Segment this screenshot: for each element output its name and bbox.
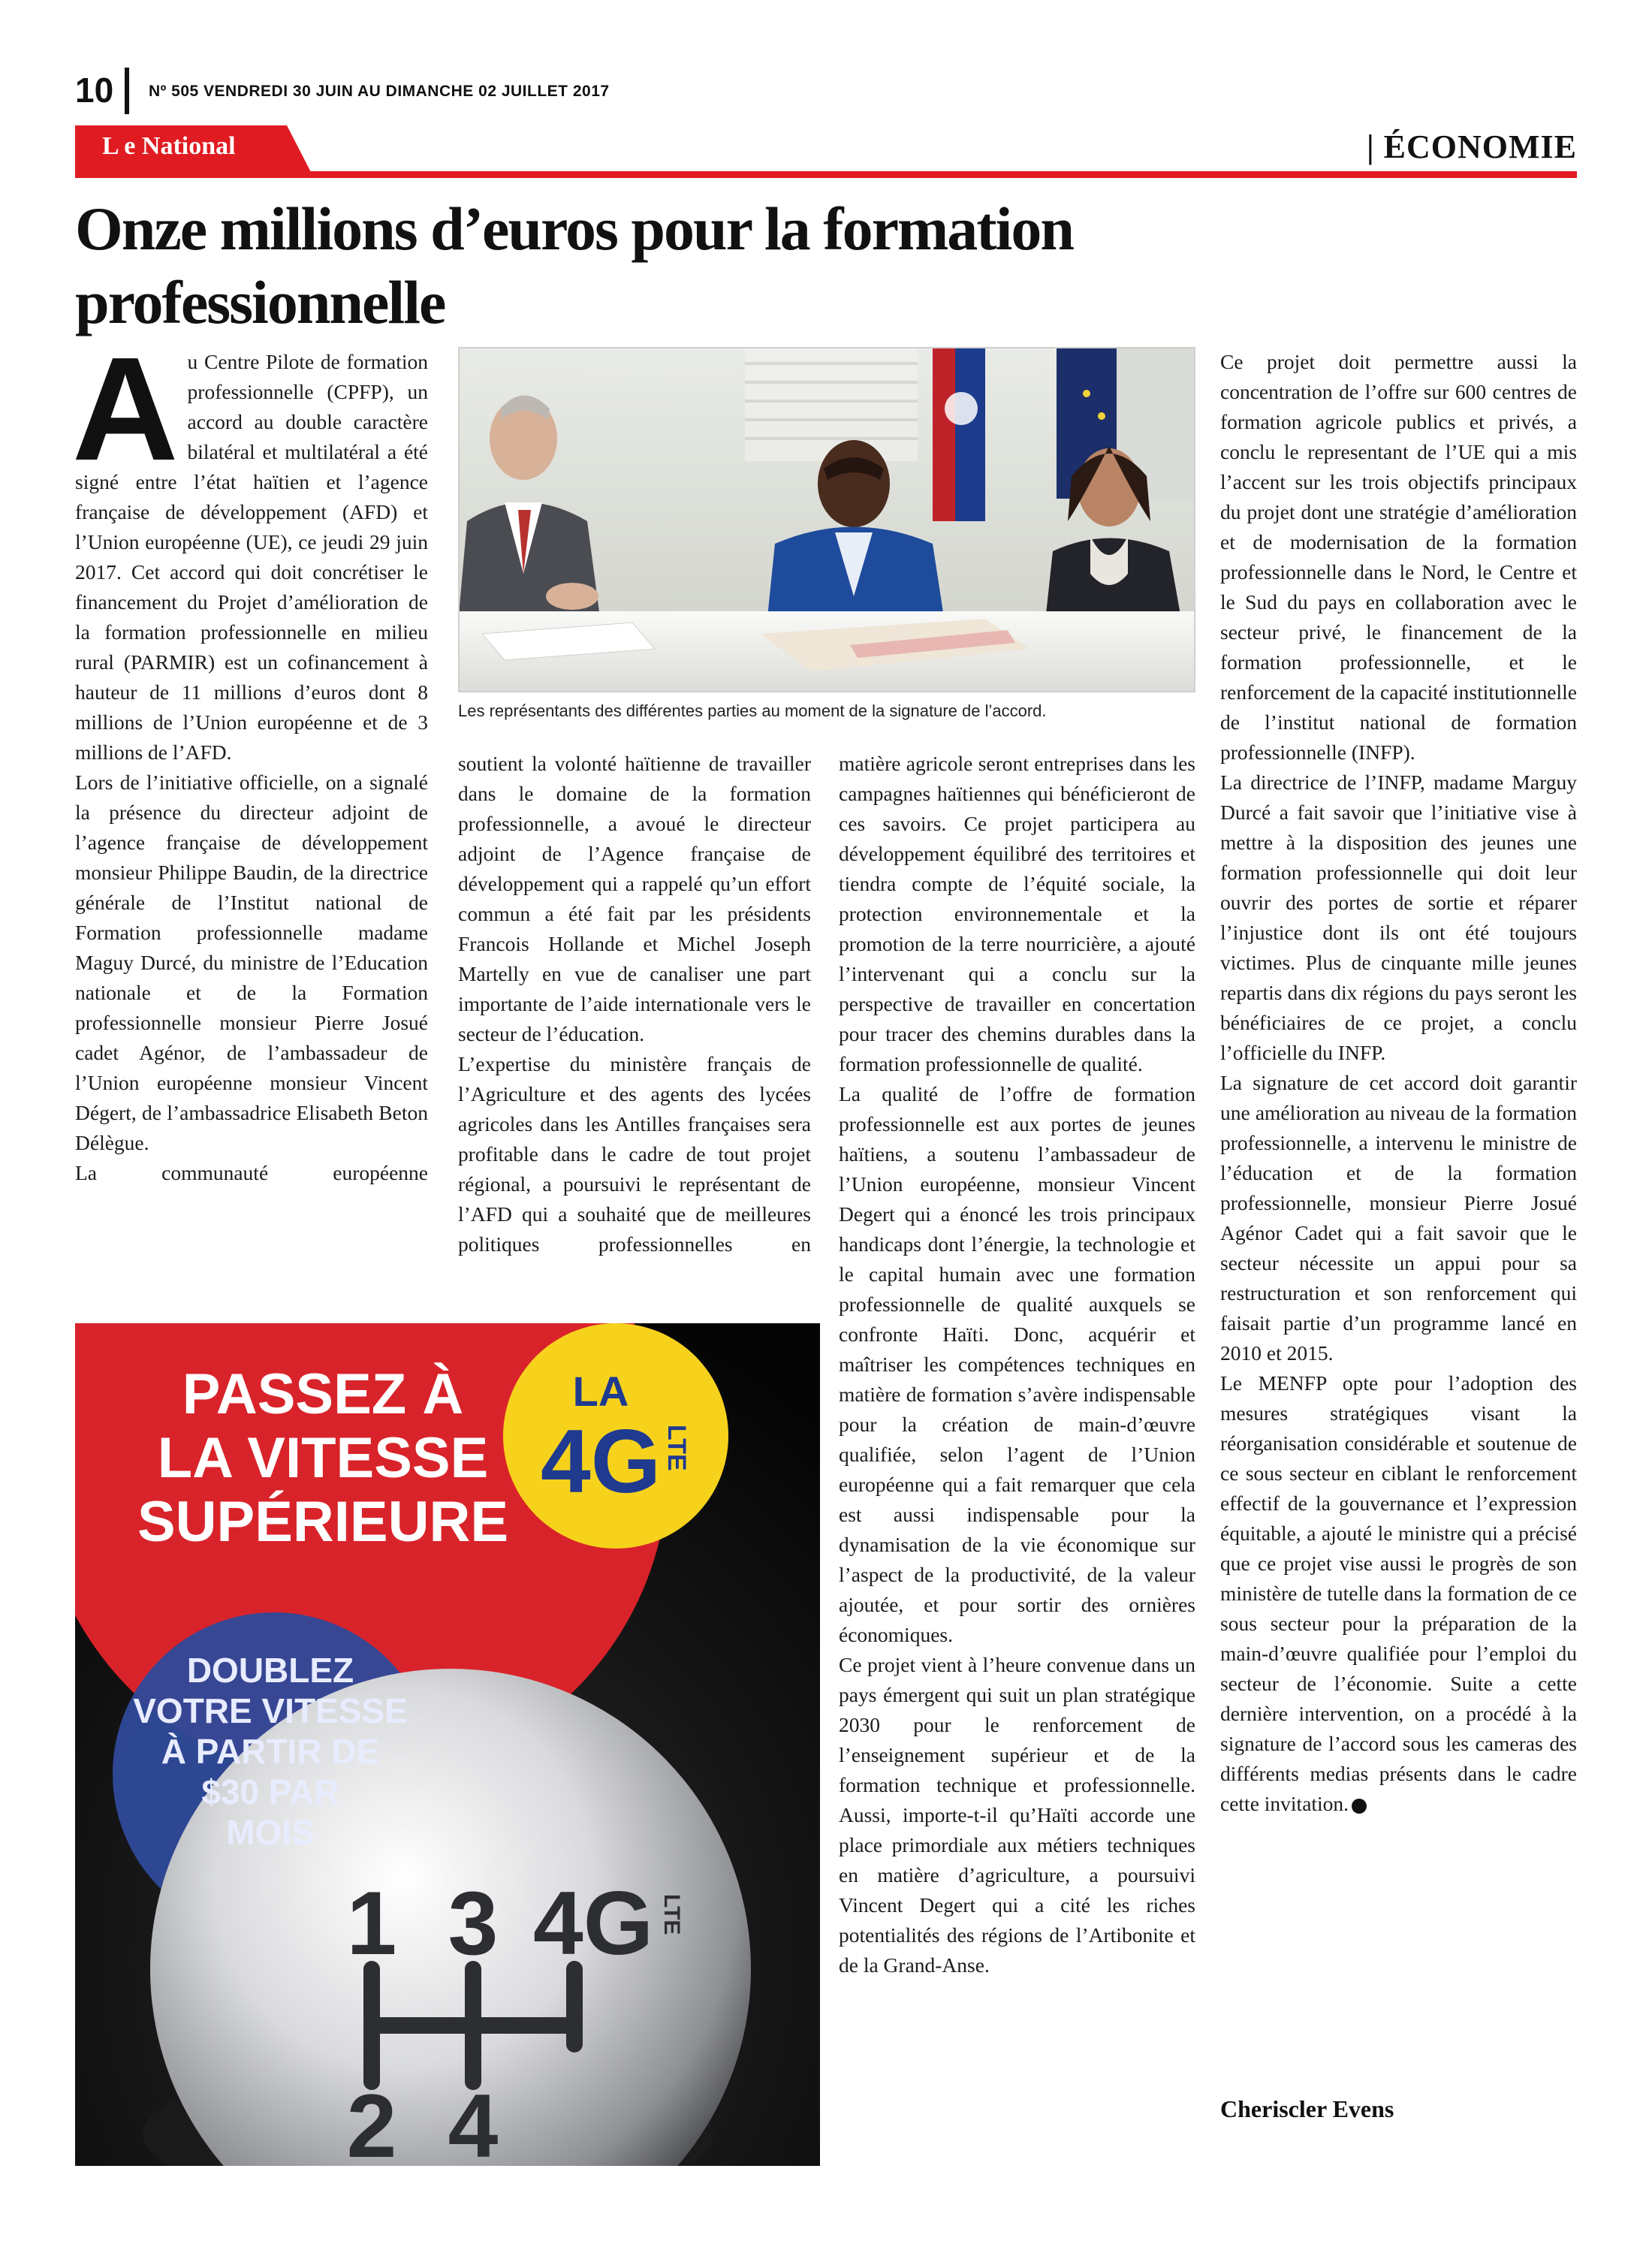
ad-offer-line-1: DOUBLEZ xyxy=(186,1651,354,1690)
article-column-1 xyxy=(72,327,428,1188)
paragraph: Ce projet vient à l’heure convenue dans un pays émergent qui suit un plan stratégique 2030 pour le renforcement de l’enseignement supérieur et de la formation technique et professionnelle. Aussi, importe-t-il qu’Haïti accorde une place primordiale aux métiers techniques en matière d’agriculture, a poursuivi Vincent Degert qui a cité les riches potentialités des régions de l’Artibonite et de la Grand-Anse. xyxy=(839,1653,1195,1977)
article-column-3 xyxy=(839,749,1195,1980)
article-column-4 xyxy=(1220,347,1577,1819)
gear-2: 2 xyxy=(346,2076,397,2166)
ad-offer-line-3: À PARTIR DE xyxy=(161,1732,380,1771)
issue-date-line: Nº 505 VENDREDI 30 JUIN AU DIMANCHE 02 JUILLET 2017 xyxy=(149,83,610,100)
signing-ceremony-photo xyxy=(460,348,1194,691)
paragraph: La signature de cet accord doit garantir une amélioration au niveau de la formation professionnelle, a intervenu le ministre de l’éducation et de la formation professionnelle, monsieur Pierre Josué Agénor Cadet qui a fait savoir que le secteur nécessite un appui pour sa restructuration et son renforcement qui faisait partie d’un programme lancé en 2010 et 2015. xyxy=(1220,1071,1577,1365)
byline: Cheriscler Evens xyxy=(1220,2095,1394,2122)
paragraph-text: Le MENFP opte pour l’adoption des mesures stratégiques visant la réorganisation considérable et soutenue de ce sous secteur en ciblant le renforcement effectif de la gouvernance et l’expression équitable, a ajouté le ministre qui a précisé que ce projet vise aussi le progrès de son ministère de tutelle dans la formation de ce sous secteur pour la préparation de la main-d’œuvre qualifiée pour l’emploi du secteur de l’économie. Suite a cette dernière intervention, on a procédé à la signature de l’accord sous les cameras des différents medias présents dans le cadre cette invitation. xyxy=(1220,1371,1577,1815)
paragraph xyxy=(1220,1368,1577,1819)
badge-lte: LTE xyxy=(662,1425,691,1471)
ad-offer-line-2: VOTRE VITESSE xyxy=(133,1691,408,1730)
advertisement[interactable] xyxy=(75,1323,820,2166)
section-label: | ÉCONOMIE xyxy=(1366,128,1577,165)
article-title: Onze millions d’euros pour la formation professionnelle xyxy=(75,195,1073,336)
ad-headline-line-1: PASSEZ À xyxy=(182,1362,464,1426)
paragraph: La communauté européenne xyxy=(75,1161,428,1184)
paragraph: soutient la volonté haïtienne de travailler dans le domaine de la formation professionnelle, a avoué le directeur adjoint de l’Agence française de développement qui a rappelé qu’un effort commun a été fait par les présidents Francois Hollande et Michel Joseph Martelly en vue de canaliser une part importante de l’aide internationale vers le secteur de l’éducation. xyxy=(458,752,811,1045)
gear-4g: 4G xyxy=(532,1873,654,1974)
photo-caption: Les représentants des différentes parties au moment de la signature de l’accord. xyxy=(458,701,1047,720)
paragraph: Ce projet doit permettre aussi la concentration de l’offre sur 600 centres de formation agricole publics et privés, a conclu le representant de l’UE qui a mis l’accent sur les trois objectifs principaux du projet dont une stratégie d’amélioration et de modernisation de la formation professionnelle dans le Nord, le Centre et le Sud du pays en collaboration avec le secteur privé, le financement de la formation professionnelle, et le renforcement de la capacité institutionnelle de l’institut national de formation professionnelle (INFP). xyxy=(1220,350,1577,764)
article-photo xyxy=(458,347,1195,692)
paragraph: La directrice de l’INFP, madame Marguy Durcé a fait savoir que l’initiative vise à mettre à la disposition des jeunes une formation professionnelle qui doit leur ouvrir des portes de sortie et réparer l’injustice dont ils ont été toujours victimes. Plus de cinquante mille jeunes repartis dans dix régions du pays seront les bénéficiaires de ce projet, a conclu l’officielle du INFP. xyxy=(1220,771,1577,1064)
paragraph: La qualité de l’offre de formation professionnelle est aux portes de jeunes haïtiens, a soutenu l’ambassadeur de l’Union européenne, monsieur Vincent Degert qui a énoncé les trois principaux handicaps dont l’énergie, la technologie et le capital humain avec une formation professionnelle de qualité auxquels se confronte Haïti. Donc, acquérir et maîtriser les compétences techniques en matière de formation s’avère indispensable pour la création de main-d’œuvre qualifiée, selon l’agent de l’Union européenne qui a fait remarquer que cela est aussi indispensable pour la dynamisation de la vie économique sur l’aspect de la productivité, de la valeur ajoutée, et pour sortir des ornières économiques. xyxy=(839,1082,1195,1646)
paragraph: u Centre Pilote de formation professionnelle (CPFP), un accord au double caractère bilatéral et multilatéral a été signé entre l’état haïtien et l’agence française de développement (AFD) et l’Union européenne (UE), ce jeudi 29 juin 2017. Cet accord qui doit concrétiser le financement du Projet d’amélioration de la formation professionnelle en milieu rural (PARMIR) est un cofinancement à hauteur de 11 millions d’euros dont 8 millions de l’Union européenne et de 3 millions de l’AFD. xyxy=(75,350,428,764)
ad-offer-line-4: $30 PAR xyxy=(201,1772,339,1811)
ad-artwork xyxy=(75,1323,820,2166)
paragraph: Lors de l’initiative officielle, on a signalé la présence du directeur adjoint de l’agence française de développement monsieur Philippe Baudin, de la directrice générale de l’Institut national de Formation professionnelle madame Maguy Durcé, du ministre de l’Education nationale et de la Formation professionnelle monsieur Pierre Josué cadet Agénor, de l’ambassadeur de l’Union européenne monsieur Vincent Dégert, de l’ambassadrice Elisabeth Beton Délègue. xyxy=(75,771,428,1154)
header-divider xyxy=(125,68,129,114)
ad-offer-line-5: MOIS xyxy=(226,1813,315,1852)
paragraph: L’expertise du ministère français de l’Agriculture et des agents des lycées agricoles dans les Antilles françaises sera profitable dans le cadre de tout projet régional, a poursuivi le représentant de l’AFD qui a souhaité que de meilleures politiques professionnelles en xyxy=(458,1052,811,1256)
ad-headline-line-3: SUPÉRIEURE xyxy=(137,1490,509,1554)
badge-la: LA xyxy=(572,1368,629,1415)
gear-4: 4 xyxy=(448,2076,499,2166)
gear-3: 3 xyxy=(448,1873,499,1974)
ad-headline-line-2: LA VITESSE xyxy=(157,1426,489,1490)
drop-cap: A xyxy=(72,327,179,491)
brand-label: L e National xyxy=(102,132,236,160)
article-column-2 xyxy=(458,749,811,1259)
badge-4g: 4G xyxy=(540,1411,662,1512)
page-number: 10 xyxy=(75,71,114,110)
paragraph: matière agricole seront entreprises dans les campagnes haïtiennes qui bénéficieront de ces savoirs. Ce projet participera au développement équilibré des territoires et tiendra compte de l’équité sociale, la protection environnementale et la promotion de la terre nourricière, a ajouté l’intervenant qui a conclu sur la perspective de travailler en concertation pour tracer des chemins durables dans la formation professionnelle de qualité. xyxy=(839,752,1195,1075)
gear-1: 1 xyxy=(346,1873,397,1974)
gear-lte: LTE xyxy=(659,1894,684,1935)
end-of-article-icon xyxy=(1352,1799,1367,1814)
